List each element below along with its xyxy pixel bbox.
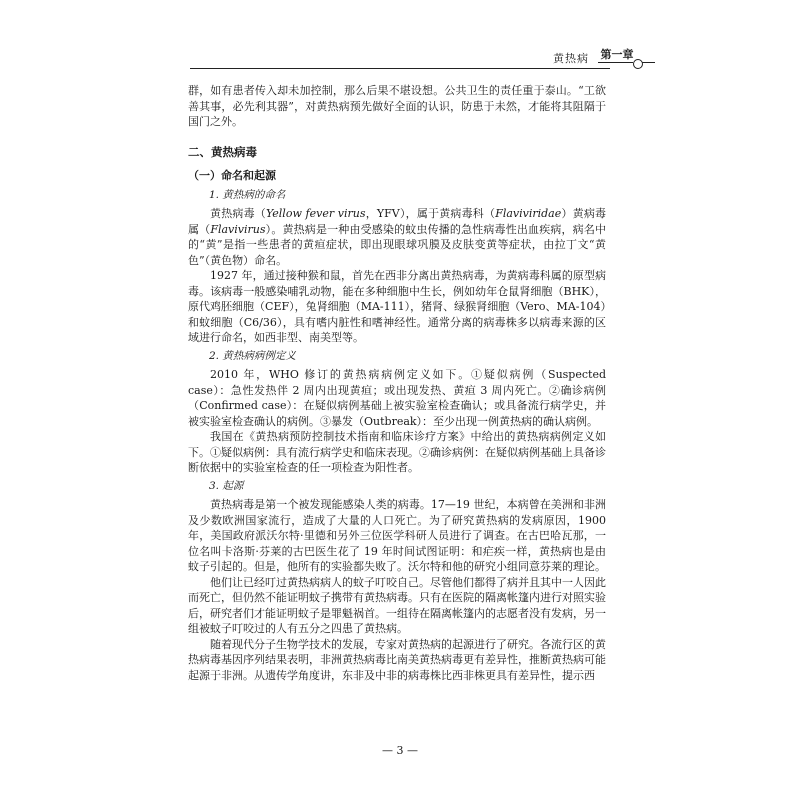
latin-term: Flaviviridae [495, 207, 562, 220]
paragraph-origin-history: 黄热病毒是第一个被发现能感染人类的病毒。17—19 世纪，本病曾在美洲和非洲及少数欧洲国家流行，造成了大量的人口死亡。为了研究黄热病的发病原因，1900 年，美国政府派沃尔特·里德和另外三位医学科研人员进行了调查。在古巴哈瓦那，一位名叫卡洛斯·芬莱的古巴医生花了 19 年时间试图证明：和疟疾一样，黄热病也是由蚊子引起的。但是，他所有的实验都失败了。沃尔特和他的研究小组同意芬莱的理论。 [188, 498, 606, 573]
item-heading-origin: 3. 起源 [209, 479, 244, 492]
header-circle-ornament [633, 59, 643, 69]
page-body [188, 83, 606, 683]
paragraph-isolation: 1927 年，通过接种猴和鼠，首先在西非分离出黄热病毒，为黄病毒科属的原型病毒。该病毒一般感染哺乳动物，能在多种细胞中生长，例如幼年仓鼠肾细胞（BHK），原代鸡胚细胞（CEF），兔肾细胞（MA-111），猪肾、绿猴肾细胞（Vero、MA-104）和蚊细胞（C6/36），具有嗜内脏性和嗜神经性。通常分离的病毒株多以病毒来源的区域进行命名，如西非型、南美型等。 [188, 269, 606, 344]
latin-term: Flavivirus [210, 222, 266, 236]
section-heading: 二、黄热病毒 [188, 144, 257, 159]
paragraph-molecular-origin: 随着现代分子生物学技术的发展，专家对黄热病的起源进行了研究。各流行区的黄热病毒基因序列结果表明，非洲黄热病毒比南美黄热病毒更有差异性，推断黄热病可能起源于非洲。从遗传学角度讲，东非及中非的病毒株比西非株更具有差异性，提示西 [188, 637, 606, 682]
paragraph-who-definition: 2010 年，WHO 修订的黄热病病例定义如下。①疑似病例（Suspected case）：急性发热伴 2 周内出现黄疸；或出现发热、黄疸 3 周内死亡。②确诊病例（Confirmed case）：在疑似病例基础上被实验室检查确认；或具备流行病学史，并被实验室检查确认的病例。③暴发（Outbreak）：至少出现一例黄热病的确认病例。 [188, 368, 606, 428]
running-title: 黄热病 [553, 52, 589, 65]
item-heading-case-definition: 2. 黄热病病例定义 [209, 349, 296, 362]
header-tab-line [598, 62, 633, 63]
header-rule [190, 68, 610, 69]
paragraph-mosquito-experiment: 他们让已经叮过黄热病病人的蚊子叮咬自己。尽管他们都得了病并且其中一人因此而死亡，但仍然不能证明蚊子携带有黄热病毒。只有在医院的隔离帐篷内进行对照实验后，研究者们才能证明蚊子是罪魁祸首。一组待在隔离帐篷内的志愿者没有发病，另一组被蚊子叮咬过的人有五分之四患了黄热病。 [188, 575, 606, 635]
paragraph-china-definition: 我国在《黄热病预防控制技术指南和临床诊疗方案》中给出的黄热病病例定义如下。①疑似病例：具有流行病学史和临床表现。②确诊病例：在疑似病例基础上具备诊断依据中的实验室检查的任一项检查为阳性者。 [188, 430, 606, 474]
paragraph-naming: 黄热病毒（Yellow fever virus，YFV），属于黄病毒科（Flaviviridae）黄病毒属（Flavivirus）。黄热病是一种由受感染的蚊虫传播的急性病毒性出血疾病，病名中的“黄”是指一些患者的黄疸症状，即出现眼球巩膜及皮肤变黄等症状，由拉丁文“黄色”（黄色物）命名。 [188, 207, 607, 267]
header-tab-line-right [641, 62, 655, 63]
latin-term: Yellow fever virus [265, 207, 366, 220]
paragraph-continued: 群，如有患者传入却未加控制，那么后果不堪设想。公共卫生的责任重于泰山。“工欲善其事，必先利其器”，对黄热病预先做好全面的认识，防患于未然，才能将其阻隔于国门之外。 [188, 84, 606, 128]
subsection-heading: （一）命名和起源 [188, 169, 276, 182]
page-number: — 3 — [382, 744, 418, 757]
item-heading-naming: 1. 黄热病的命名 [209, 188, 286, 201]
chapter-label: 第一章 [600, 48, 634, 61]
